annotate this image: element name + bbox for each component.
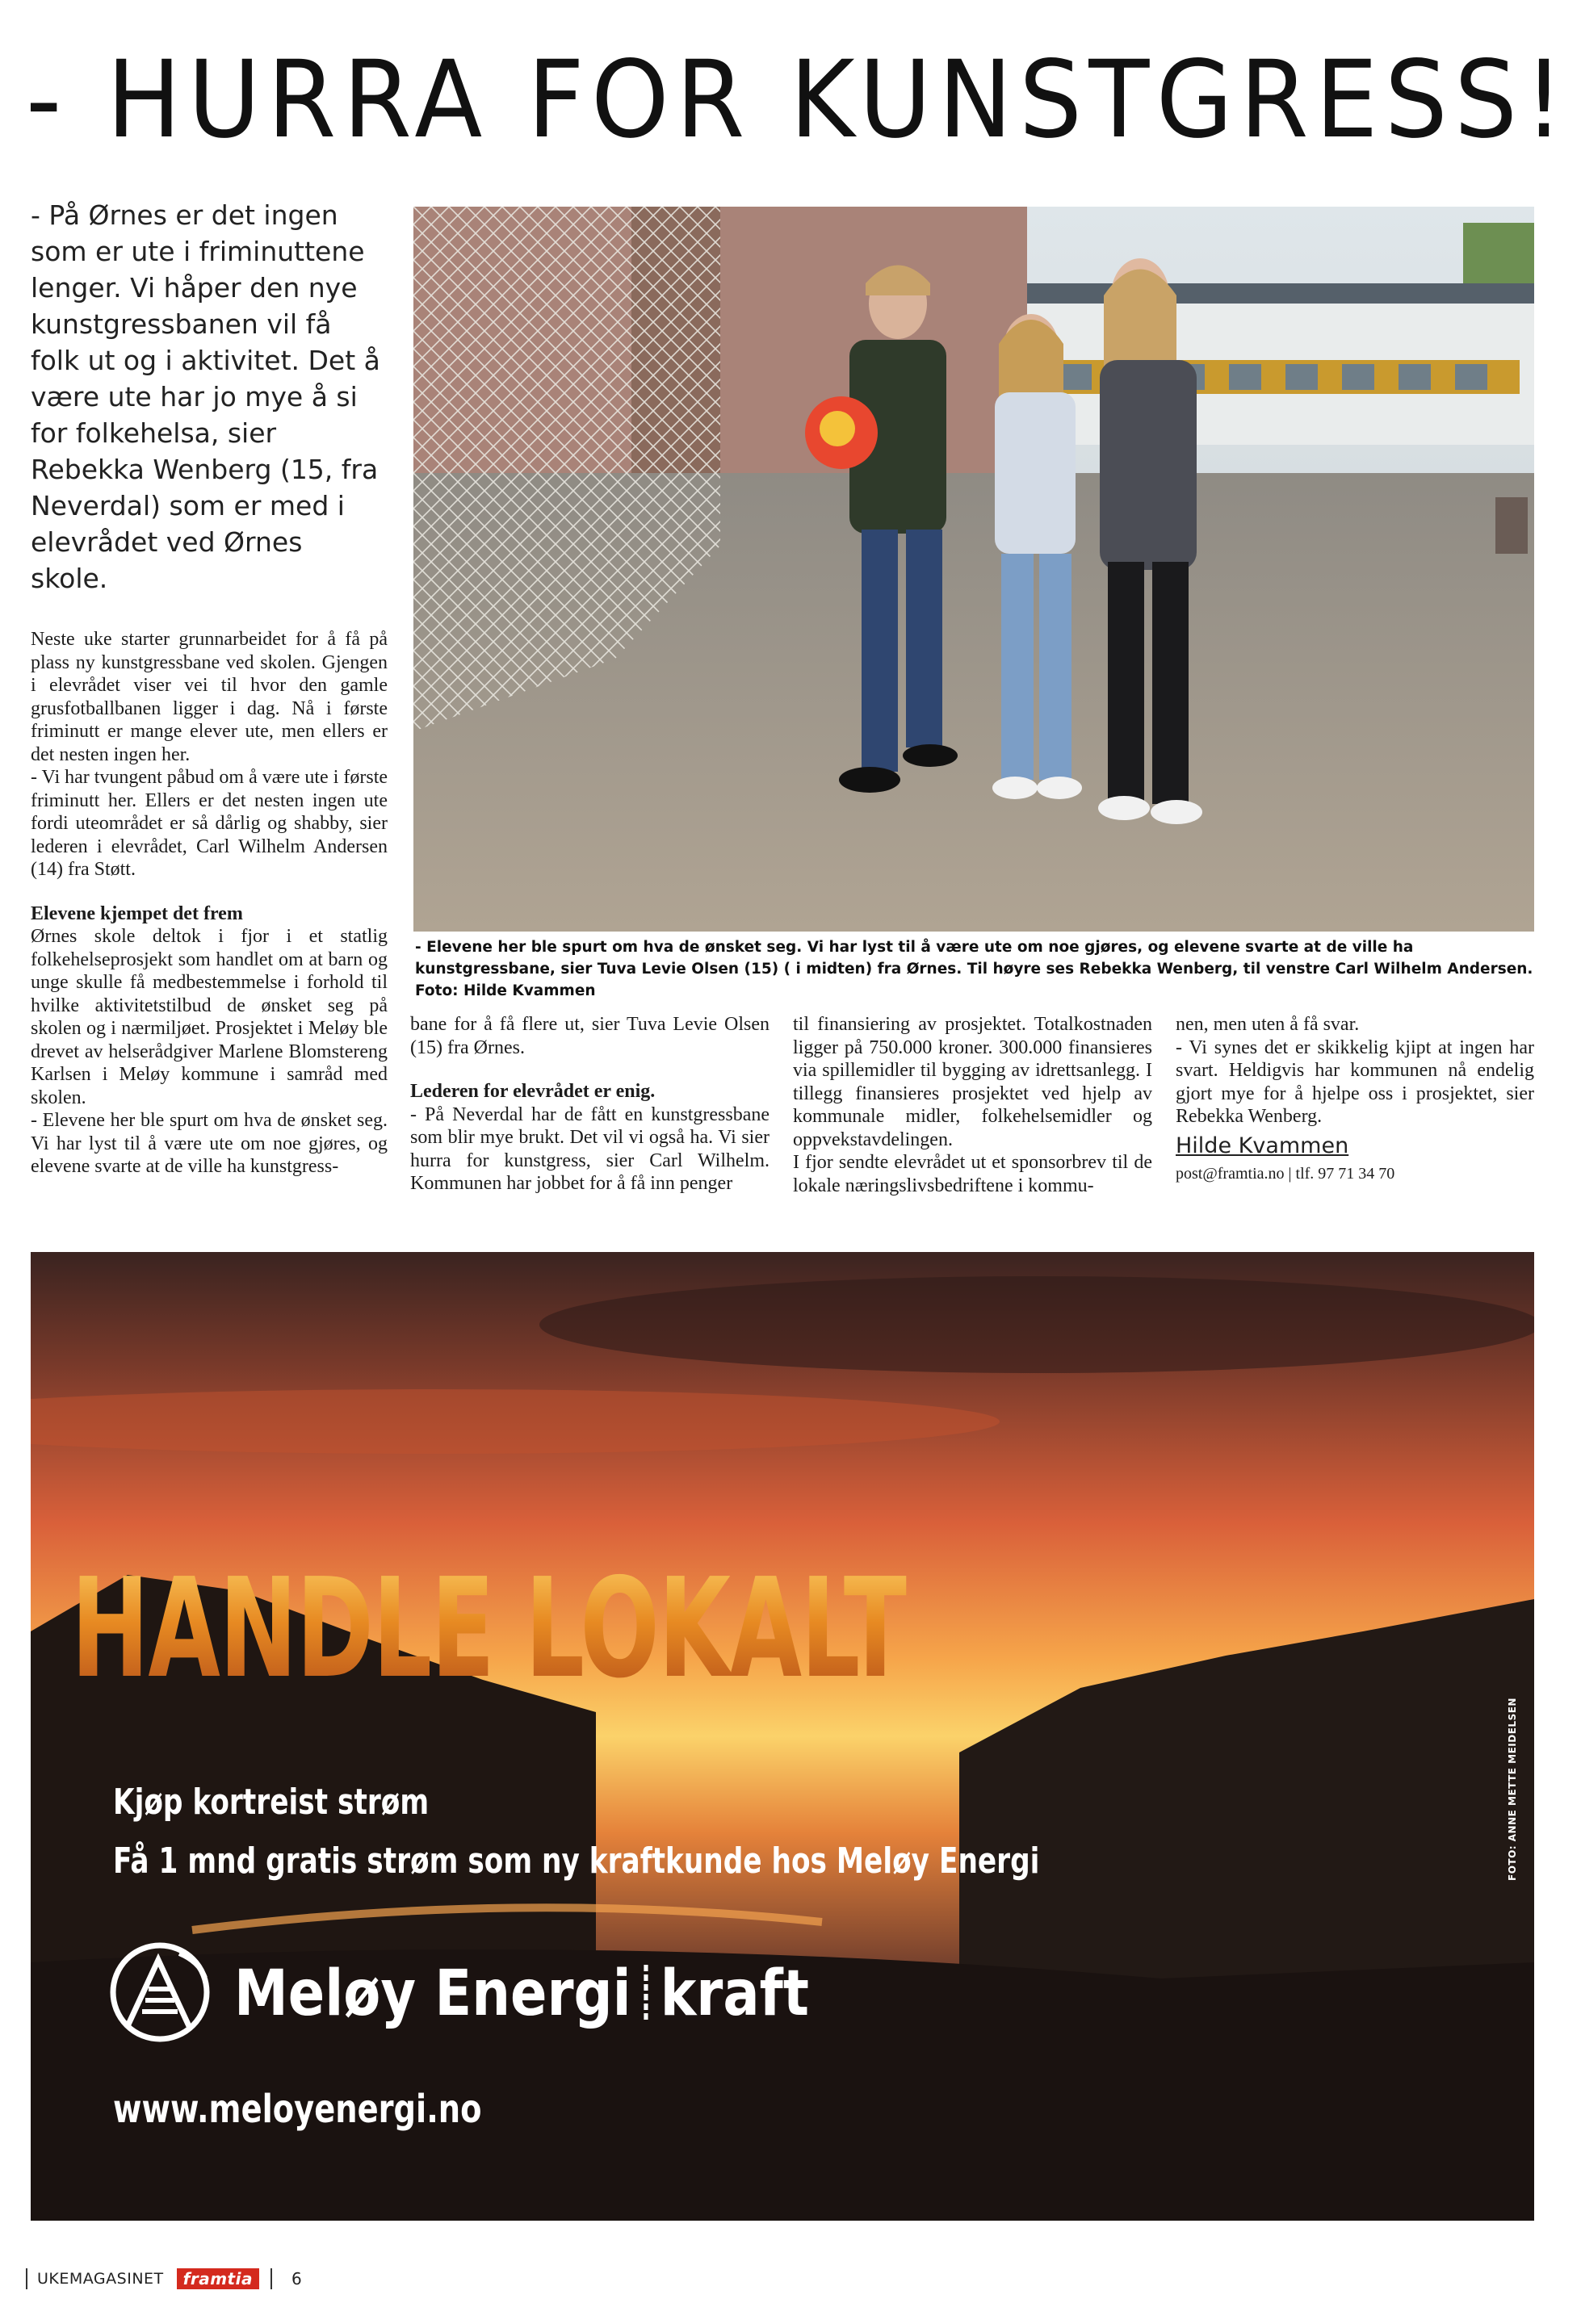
body-paragraph: - Vi har tvungent påbud om å være ute i første friminutt her. Ellers er det nesten ingen ute fordi uteområdet er så dårlig og shabby, sier lederen i elevrådet, Carl Wilhelm Andersen (14) fra Støtt. bbox=[31, 767, 388, 880]
page-number: 6 bbox=[291, 2269, 302, 2288]
byline-contact: post@framtia.no | tlf. 97 71 34 70 bbox=[1176, 1165, 1395, 1183]
article-photo bbox=[413, 207, 1534, 932]
page-footer bbox=[26, 2267, 302, 2291]
advertisement bbox=[31, 1252, 1534, 2221]
article-column-2 bbox=[410, 1013, 770, 1195]
footer-section: UKEMAGASINET bbox=[37, 2270, 164, 2288]
body-paragraph: bane for å få flere ut, sier Tuva Levie Olsen (15) fra Ørnes. bbox=[410, 1014, 770, 1058]
headline: - HURRA FOR KUNSTGRESS! bbox=[26, 38, 1571, 162]
body-paragraph: Neste uke starter grunnarbeidet for å få på plass ny kunstgressbane ved skolen. Gjengen i elevrådet viser vei til hvor den gamle grusfotballbanen ligger i dag. Nå i første friminutt er mange elever ute, men ellers er det nesten ingen her. bbox=[31, 629, 388, 765]
body-paragraph: til finansiering av prosjektet. Totalkostnaden ligger på 750.000 kroner. 300.000 finansieres via spillemidler til bygging av idrettsanlegg. I tillegg finansieres prosjektet ved hjelp av kommunale midler, folkehelsemidler og oppvekstavdelingen. bbox=[793, 1014, 1152, 1150]
body-paragraph: Ørnes skole deltok i fjor i et statlig folkehelseprosjekt som handlet om at barn og unge skulle få medbestemmelse i forhold til hvilke aktivitetstilbud de ønsket seg på skolen og i nærmiljøet. Prosjektet i Meløy ble drevet av helserådgiver Marlene Blomstereng Karlsen i Meløy kommune i samråd med skolen. bbox=[31, 926, 388, 1108]
footer-divider bbox=[26, 2268, 27, 2289]
footer-paper-logo: framtia bbox=[177, 2268, 259, 2289]
photo-caption: - Elevene her ble spurt om hva de ønsket seg. Vi har lyst til å være ute om noe gjøres, og elevene svarte at de ville ha kunstgressbane, sier Tuva Levie Olsen (15) ( i midten) fra Ørnes. Til høyre ses Rebekka Wenberg, til venstre Carl Wilhelm Andersen. Foto: Hilde Kvammen bbox=[415, 939, 1533, 999]
ad-background-image bbox=[31, 1252, 1534, 2221]
brand-name: Meløy Energi bbox=[234, 1958, 631, 2030]
body-paragraph: - Vi synes det er skikkelig kjipt at ingen har svart. Heldigvis har kommunen nå endelig gjort mye for å hjelpe oss i prosjektet, sier Rebekka Wenberg. bbox=[1176, 1036, 1534, 1127]
subheading: Elevene kjempet det frem bbox=[31, 902, 243, 924]
article-column-1 bbox=[31, 628, 388, 1179]
ad-tagline: Kjøp kortreist strøm bbox=[113, 1782, 430, 1823]
body-paragraph: nen, men uten å få svar. bbox=[1176, 1014, 1360, 1035]
ad-headline: HANDLE LOKALT bbox=[71, 1549, 907, 1709]
subheading: Lederen for elevrådet er enig. bbox=[410, 1081, 656, 1102]
lead-paragraph: - På Ørnes er det ingen som er ute i friminuttene lenger. Vi håper den nye kunstgressbanen vil få folk ut og i aktivitet. Det å være ute har jo mye å si for folkehelsa, sier Rebekka Wenberg (15, fra Neverdal) som er med i elevrådet ved Ørnes skole. bbox=[31, 199, 380, 594]
body-paragraph: - Elevene her ble spurt om hva de ønsket seg. Vi har lyst til å være ute om noe gjøres, og elevene svarte at de ville ha kunstgress- bbox=[31, 1110, 388, 1177]
brand-separator bbox=[644, 1965, 648, 2023]
byline: Hilde Kvammen bbox=[1176, 1133, 1349, 1158]
brand-product: kraft bbox=[660, 1958, 809, 2030]
ad-photo-credit: FOTO: ANNE METTE MEIDELSEN bbox=[1507, 1698, 1518, 1881]
article-column-4 bbox=[1176, 1013, 1534, 1186]
body-paragraph: I fjor sendte elevrådet ut et sponsorbrev til de lokale næringslivsbedriftene i kommu- bbox=[793, 1152, 1152, 1196]
body-paragraph: - På Neverdal har de fått en kunstgressbane som blir mye brukt. Det vil vi også ha. Vi sier hurra for kunstgress, sier Carl Wilhelm. Kommunen har jobbet for å få inn penger bbox=[410, 1103, 770, 1194]
ad-brand bbox=[234, 1958, 809, 2030]
ad-url[interactable]: www.meloyenergi.no bbox=[113, 2087, 482, 2132]
footer-divider bbox=[270, 2268, 272, 2289]
ad-offer: Få 1 mnd gratis strøm som ny kraftkunde hos Meløy Energi bbox=[113, 1840, 1040, 1882]
article-column-3 bbox=[793, 1013, 1152, 1197]
